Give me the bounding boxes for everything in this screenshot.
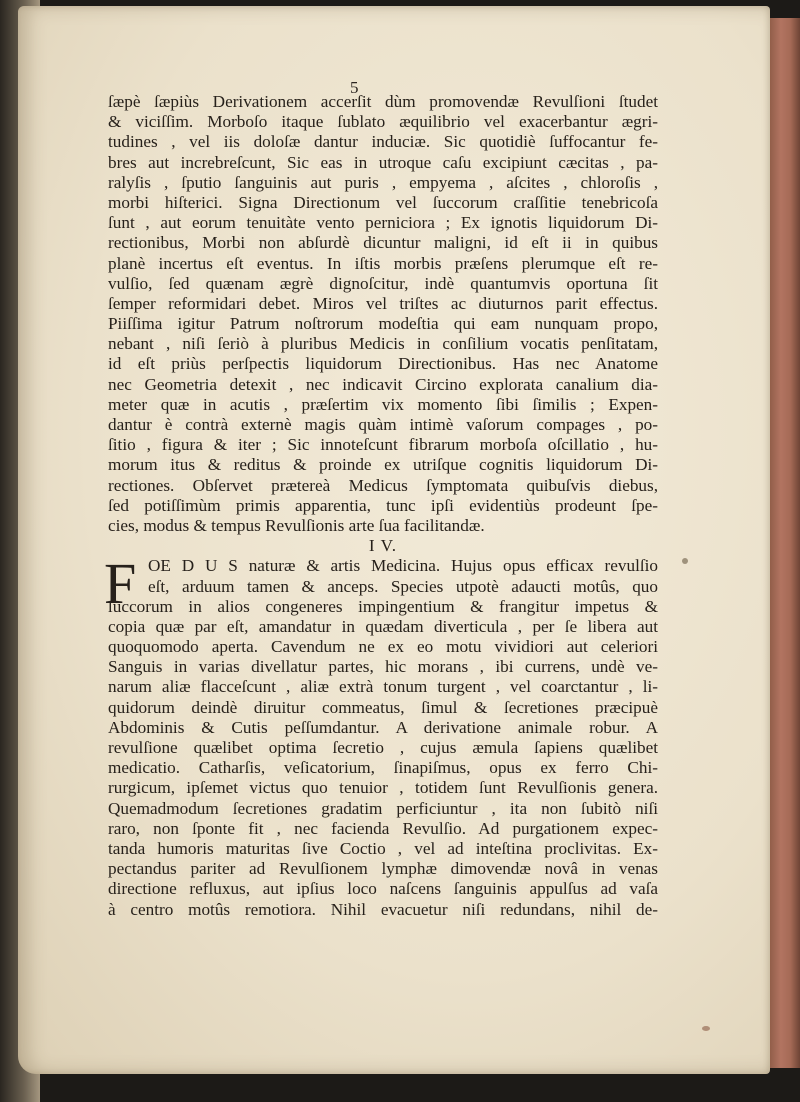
text-line: ſitio , figura & iter ; Sic innoteſcunt fibrarum morboſa oſcillatio , hu- — [108, 435, 658, 455]
text-line: Quemadmodum ſecretiones gradatim perficiuntur , ita non ſubitò niſi — [108, 798, 658, 818]
text-line: morbi hiſterici. Signa Directionum vel ſuccorum craſſitie tenebricoſa — [108, 192, 658, 212]
text-line: medicatio. Catharſis, veſicatorium, ſinapiſmus, opus ex ferro Chi- — [108, 758, 658, 778]
paragraph-after — [108, 597, 658, 920]
text-line: & viciſſim. Morboſo itaque ſublato æquilibrio vel exacerbantur ægri- — [108, 112, 658, 132]
text-line: rectiones. Obſervet prætereà Medicus ſymptomata quibuſvis diebus, — [108, 475, 658, 495]
text-line: raro, non ſponte fit , nec facienda Revulſio. Ad purgationem expec- — [108, 818, 658, 838]
text-line: vulſio, ſed quænam ægrè dignoſcitur, indè quantumvis oportuna ſit — [108, 273, 658, 293]
paragraph-before — [108, 92, 658, 536]
text-line: eſt, arduum tamen & anceps. Species utpotè adaucti motûs, quo — [148, 576, 658, 596]
text-line: narum aliæ flacceſcunt , aliæ extrà tonum turgent , vel coarctantur , li- — [108, 677, 658, 697]
text-line: revulſione quælibet optima ſecretio , cujus æmula ſapiens quælibet — [108, 738, 658, 757]
text-line: nec Geometria detexit , nec indicavit Circino explorata canalium dia- — [108, 374, 658, 394]
text-line: Sanguis in varias divellatur partes, hic morans , ibi currens, undè ve- — [108, 657, 658, 677]
text-line: pectandus pariter ad Revulſionem lymphæ dimovendæ novâ in venas — [108, 859, 658, 879]
text-line: nebant , niſi ſeriò à pluribus Medicis in conſilium vocatis penſitatam, — [108, 334, 658, 354]
text-line: tanda humoris maturitas ſive Coctio , vel ad inteſtina proclivitas. Ex- — [108, 838, 658, 858]
dropcap-lines — [108, 556, 658, 596]
text-line: ſunt , aut eorum tenuitàte vento perniciora ; Ex ignotis liquidorum Di- — [108, 213, 658, 233]
text-line: ſed potiſſimùm primis apparentia, tunc ipſi evidentiùs prodeunt ſpe- — [108, 495, 658, 515]
text-line: rectionibus, Morbi non abſurdè dicuntur maligni, id eſt ii in quibus — [108, 233, 658, 253]
text-line: morum itus & reditus & proinde ex utriſque cognitis liquidorum Di- — [108, 455, 658, 475]
text-line: directione refluxus, aut ipſius loco naſcens ſanguinis appulſus ad vaſa — [108, 879, 658, 899]
text-line: ſuccorum in alios congeneres impingentium & frangitur impetus & — [108, 596, 658, 616]
text-line: bres aut increbreſcunt, Sic eas in utroque caſu excipiunt cæcitas , pa- — [108, 152, 658, 172]
text-line: meter quæ in acutis , præſertim vix momento ſibi ſimilis ; Expen- — [108, 394, 658, 414]
page-body — [104, 92, 658, 920]
text-line: rurgicum, ipſemet victus quo tenuior , totidem ſunt Revulſionis genera. — [108, 778, 658, 798]
text-line: quidorum deindè diruitur commeatus, ſimul & ſecretiones præcipuè — [108, 697, 658, 717]
page-number: 5 — [350, 78, 359, 97]
text-line: id eſt priùs perſpectis liquidorum Directionibus. Has nec Anatome — [108, 354, 658, 374]
text-line: ſemper reformidari debet. Miros vel triſtes ac diuturnos parit effectus. — [108, 293, 658, 313]
text-line: OE D U S naturæ & artis Medicina. Hujus opus efficax revulſio — [148, 556, 658, 576]
text-line: copia quæ par eſt, amandatur in quædam diverticula , per ſe libera aut — [108, 616, 658, 636]
page-stain — [682, 558, 688, 564]
text-line: Abdominis & Cutis peſſumdantur. A derivatione animale robur. A — [108, 717, 658, 737]
page-stain — [702, 1026, 710, 1031]
text-line: ſæpè ſæpiùs Derivationem accerſit dùm promovendæ Revulſioni ſtudet — [108, 92, 658, 111]
text-line: cies, modus & tempus Revulſionis arte ſua facilitandæ. — [108, 515, 485, 535]
drop-cap: F — [104, 551, 137, 617]
text-line: dantur è contrà externè magis quàm intimè vaſorum compages , po- — [108, 415, 658, 434]
text-line: Piiſſima igitur Patrum noſtrorum modeſtia qui eam nunquam propo, — [108, 314, 658, 334]
text-line: ralyſis , ſputio ſanguinis aut puris , empyema , aſcites , chloroſis , — [108, 172, 658, 192]
text-line: à centro motûs remotiora. Nihil evacuetur niſi redundans, nihil de- — [108, 899, 658, 919]
section-heading: I V. — [368, 536, 398, 556]
text-line: quoquomodo aperta. Cavendum ne ex eo motu vividiori aut celeriori — [108, 637, 658, 657]
book-page-edges — [768, 18, 800, 1068]
text-line: planè incertus eſt eventus. In iſtis morbis præſens plerumque eſt re- — [108, 253, 658, 273]
paragraph-section-iv — [104, 551, 658, 919]
text-line: tudines , vel iis doloſæ dantur induciæ. Sic quotidiè ſuffocantur fe- — [108, 132, 658, 152]
